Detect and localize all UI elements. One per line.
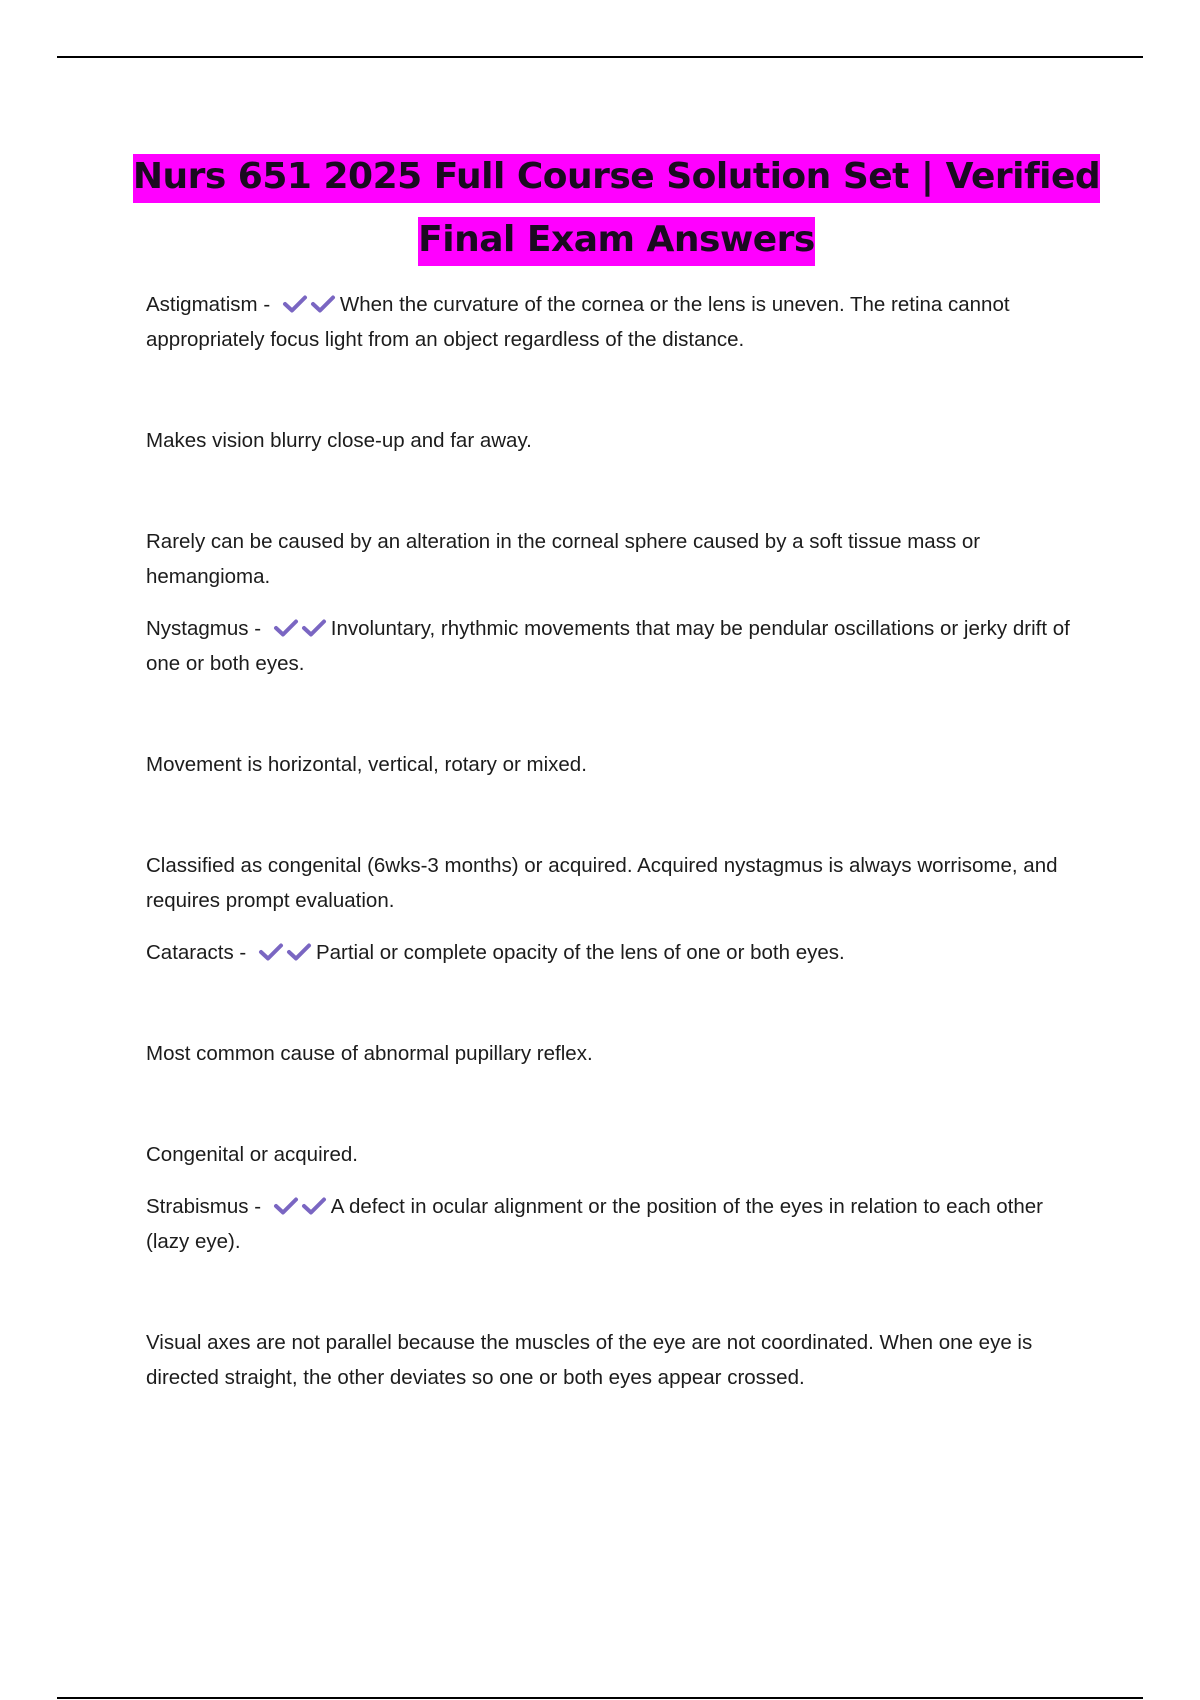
check-icon [282,294,310,314]
entry-definition: Involuntary, rhythmic movements that may be pendular oscillations or jerky drift of one or both eyes. [146,617,1070,675]
title-line-2: Final Exam Answers [418,217,815,266]
check-icon [286,942,314,962]
entry-note: Visual axes are not parallel because the muscles of the eye are not coordinated. When one eye is directed straight, the other deviates so one or both eyes appear crossed. [146,1331,1033,1389]
entry-definition: A defect in ocular alignment or the position of the eyes in relation to each other (lazy eye). [146,1195,1044,1253]
document-body [146,287,1086,1395]
top-rule [57,56,1143,58]
entry-cataracts [146,935,1086,970]
entry-term: Nystagmus - [146,617,262,640]
check-icon [273,618,301,638]
entry-nystagmus [146,611,1086,681]
check-icon [301,1196,329,1216]
entry-note: Most common cause of abnormal pupillary reflex. [146,1042,593,1065]
check-icon [258,942,286,962]
check-icon [273,1196,301,1216]
document-title [120,145,1113,271]
entry-strabismus [146,1189,1086,1259]
entry-definition: Partial or complete opacity of the lens of one or both eyes. [315,941,845,964]
entry-note: Makes vision blurry close-up and far away. [146,429,532,452]
entry-note: Congenital or acquired. [146,1143,358,1166]
entry-note: Classified as congenital (6wks-3 months) or acquired. Acquired nystagmus is always worrisome, and requires prompt evaluation. [146,854,1058,912]
entry-astigmatism [146,287,1086,357]
entry-term: Cataracts - [146,941,247,964]
check-icon [310,294,338,314]
entry-definition: When the curvature of the cornea or the lens is uneven. The retina cannot appropriately focus light from an object regardless of the distance. [146,293,1010,351]
title-line-1: Nurs 651 2025 Full Course Solution Set | Verified [133,154,1100,203]
entry-note: Rarely can be caused by an alteration in the corneal sphere caused by a soft tissue mass or hemangioma. [146,530,981,588]
bottom-rule [57,1697,1143,1699]
entry-note: Movement is horizontal, vertical, rotary or mixed. [146,753,587,776]
entry-term: Astigmatism - [146,293,271,316]
entry-term: Strabismus - [146,1195,262,1218]
check-icon [301,618,329,638]
